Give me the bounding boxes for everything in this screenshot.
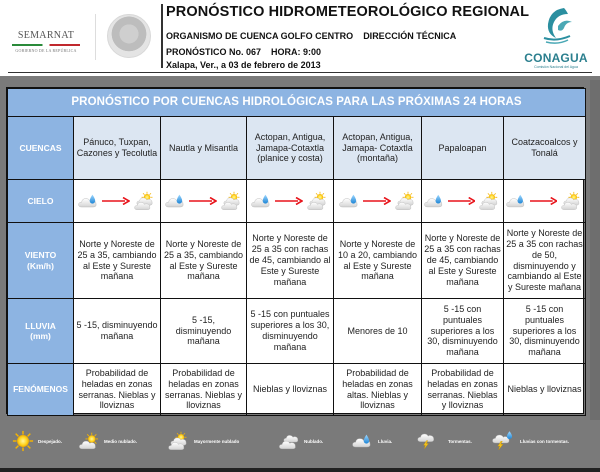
direccion: DIRECCIÓN TÉCNICA [363, 31, 457, 41]
viento-cell: Norte y Noreste de 10 a 20, cambiando al Este y Sureste mañana [334, 223, 422, 299]
cielo-cell [161, 180, 247, 223]
legend-item-mayormente-nublado [166, 418, 239, 464]
legend-label: Lluvia. [378, 438, 393, 444]
semarnat-flag-bar [12, 44, 80, 46]
lluvia-cell: 5 -15 con puntuales superiores a los 30, disminuyendo mañana [422, 299, 504, 364]
semarnat-name: SEMARNAT [17, 30, 75, 41]
lugar-fecha: Xalapa, Ver., a 03 de febrero de 2013 [166, 60, 321, 70]
table-row-fenomenos [8, 364, 586, 416]
forecast-table [6, 87, 584, 414]
legend-label: Medio nublado. [104, 438, 137, 444]
cuenca-name: Actopan, Antigua, Jamapa-Cotaxtla (planice y costa) [247, 117, 334, 180]
fenomenos-cell: Nieblas y lloviznas [504, 364, 586, 416]
viento-cell: Norte y Noreste de 25 a 35 con rachas de 50, disminuyendo y cambiando al Este y Sureste mañana [504, 223, 586, 299]
conagua-name: CONAGUA [524, 51, 588, 65]
title-divider [161, 4, 163, 68]
fenomenos-cell: Nieblas y lloviznas [247, 364, 334, 416]
hora: HORA: 9:00 [271, 47, 322, 57]
cielo-cell [247, 180, 334, 223]
viento-cell: Norte y Noreste de 25 a 35 con rachas de 45, cambiando al Este y Sureste mañana [422, 223, 504, 299]
lluvia-cell: 5 -15 con puntuales superiores a los 30, disminuyendo mañana [247, 299, 334, 364]
legend-item-lluvias-con-tormentas [492, 418, 569, 464]
lluvia-icon [251, 193, 273, 210]
cuenca-name: Actopan, Antigua, Jamapa- Cotaxtla (montaña) [334, 117, 422, 180]
fenomenos-cell: Probabilidad de heladas en zonas altas. Nieblas y lloviznas [334, 364, 422, 416]
fenomenos-cell: Probabilidad de heladas en zonas serranas. Nieblas y lloviznas [161, 364, 247, 416]
legend-item-lluvia [352, 418, 392, 464]
cielo-cell [334, 180, 422, 223]
pronostico-line [166, 47, 321, 57]
despejado-icon [12, 430, 34, 452]
lluvia-label: LLUVIA [25, 320, 56, 331]
page-shadow [590, 80, 600, 420]
arrow-right-icon [448, 197, 476, 205]
semarnat-logo [10, 30, 82, 53]
bottom-strip [0, 468, 600, 472]
conagua-wave-icon [536, 4, 576, 44]
mayormente-nublado-icon [393, 191, 417, 211]
viento-cell: Norte y Noreste de 25 a 35, cambiando al Este y Sureste mañana [161, 223, 247, 299]
lluvia-icon [165, 193, 187, 210]
logo-divider [95, 14, 96, 60]
cielo-cell [422, 180, 504, 223]
arrow-right-icon [102, 197, 130, 205]
mexico-seal-icon [107, 14, 151, 58]
arrow-right-icon [275, 197, 303, 205]
page-title: PRONÓSTICO HIDROMETEOROLÓGICO REGIONAL [166, 4, 530, 20]
mayormente-nublado-icon [166, 430, 190, 452]
organismo-line [166, 31, 456, 41]
semarnat-sub: GOBIERNO DE LA REPÚBLICA [15, 48, 77, 53]
lluvia-cell: Menores de 10 [334, 299, 422, 364]
lluvia-unit: (mm) [30, 331, 51, 341]
lluvia-cell: 5 -15, disminuyendo mañana [161, 299, 247, 364]
row-label-fenomenos: FENÓMENOS [8, 364, 74, 416]
lluvia-cell: 5 -15 con puntuales superiores a los 30, disminuyendo mañana [504, 299, 586, 364]
weather-legend [0, 418, 600, 464]
legend-item-despejado [12, 418, 62, 464]
mayormente-nublado-icon [219, 191, 243, 211]
lluvia-icon [78, 193, 100, 210]
table-row-lluvia [8, 299, 586, 364]
fenomenos-cell: Probabilidad de heladas en zonas serranas. Nieblas y lloviznas [74, 364, 161, 416]
lluvia-icon [352, 433, 374, 450]
arrow-right-icon [363, 197, 391, 205]
organismo: ORGANISMO DE CUENCA GOLFO CENTRO [166, 31, 354, 41]
cuenca-name: Coatzacoalcos y Tonalá [504, 117, 586, 180]
table-row-cielo [8, 180, 586, 223]
legend-label: Lluvias con tormentas. [520, 438, 570, 444]
lluvia-icon [506, 193, 528, 210]
cuenca-name: Papaloapan [422, 117, 504, 180]
mayormente-nublado-icon [477, 191, 501, 211]
table-row-cuencas [8, 117, 586, 180]
cielo-cell [74, 180, 161, 223]
legend-label: Mayormente nublado [194, 438, 240, 444]
header [0, 0, 600, 76]
header-rule [8, 72, 592, 73]
legend-label: Nublado. [304, 438, 324, 444]
legend-item-nublado [278, 418, 323, 464]
fenomenos-cell: Probabilidad de heladas en zonas serranas. Nieblas y lloviznas [422, 364, 504, 416]
medio-nublado-icon [78, 431, 100, 451]
lluvia-icon [424, 193, 446, 210]
lluvias-con-tormentas-icon [492, 430, 514, 452]
legend-label: Tormentas. [448, 438, 472, 444]
conagua-logo [516, 4, 596, 72]
viento-unit: (Km/h) [27, 260, 54, 271]
legend-item-medio-nublado [78, 418, 137, 464]
viento-cell: Norte y Noreste de 25 a 35, cambiando al Este y Sureste mañana [74, 223, 161, 299]
mayormente-nublado-icon [305, 191, 329, 211]
arrow-right-icon [530, 197, 558, 205]
legend-item-tormentas [416, 418, 472, 464]
mayormente-nublado-icon [132, 191, 156, 211]
lluvia-icon [339, 193, 361, 210]
mayormente-nublado-icon [559, 191, 583, 211]
conagua-sub: Comisión Nacional del Agua [534, 65, 578, 69]
arrow-right-icon [189, 197, 217, 205]
cuenca-name: Pánuco, Tuxpan, Cazones y Tecolutla [74, 117, 161, 180]
cielo-cell [504, 180, 586, 223]
viento-label: VIENTO [24, 250, 57, 261]
row-label-lluvia [8, 299, 74, 364]
legend-label: Despejado. [38, 438, 63, 444]
row-label-cielo: CIELO [8, 180, 74, 223]
cuenca-name: Nautla y Misantla [161, 117, 247, 180]
row-label-cuencas: CUENCAS [8, 117, 74, 180]
tormentas-icon [416, 430, 436, 452]
row-label-viento [8, 223, 74, 299]
lluvia-cell: 5 -15, disminuyendo mañana [74, 299, 161, 364]
table-banner: PRONÓSTICO POR CUENCAS HIDROLÓGICAS PARA LAS PRÓXIMAS 24 HORAS [8, 89, 586, 117]
pronostico-number: PRONÓSTICO No. 067 [166, 47, 262, 57]
table-row-viento [8, 223, 586, 299]
viento-cell: Norte y Noreste de 25 a 35 con rachas de 45, cambiando al Este y Sureste mañana [247, 223, 334, 299]
nublado-icon [278, 432, 300, 450]
